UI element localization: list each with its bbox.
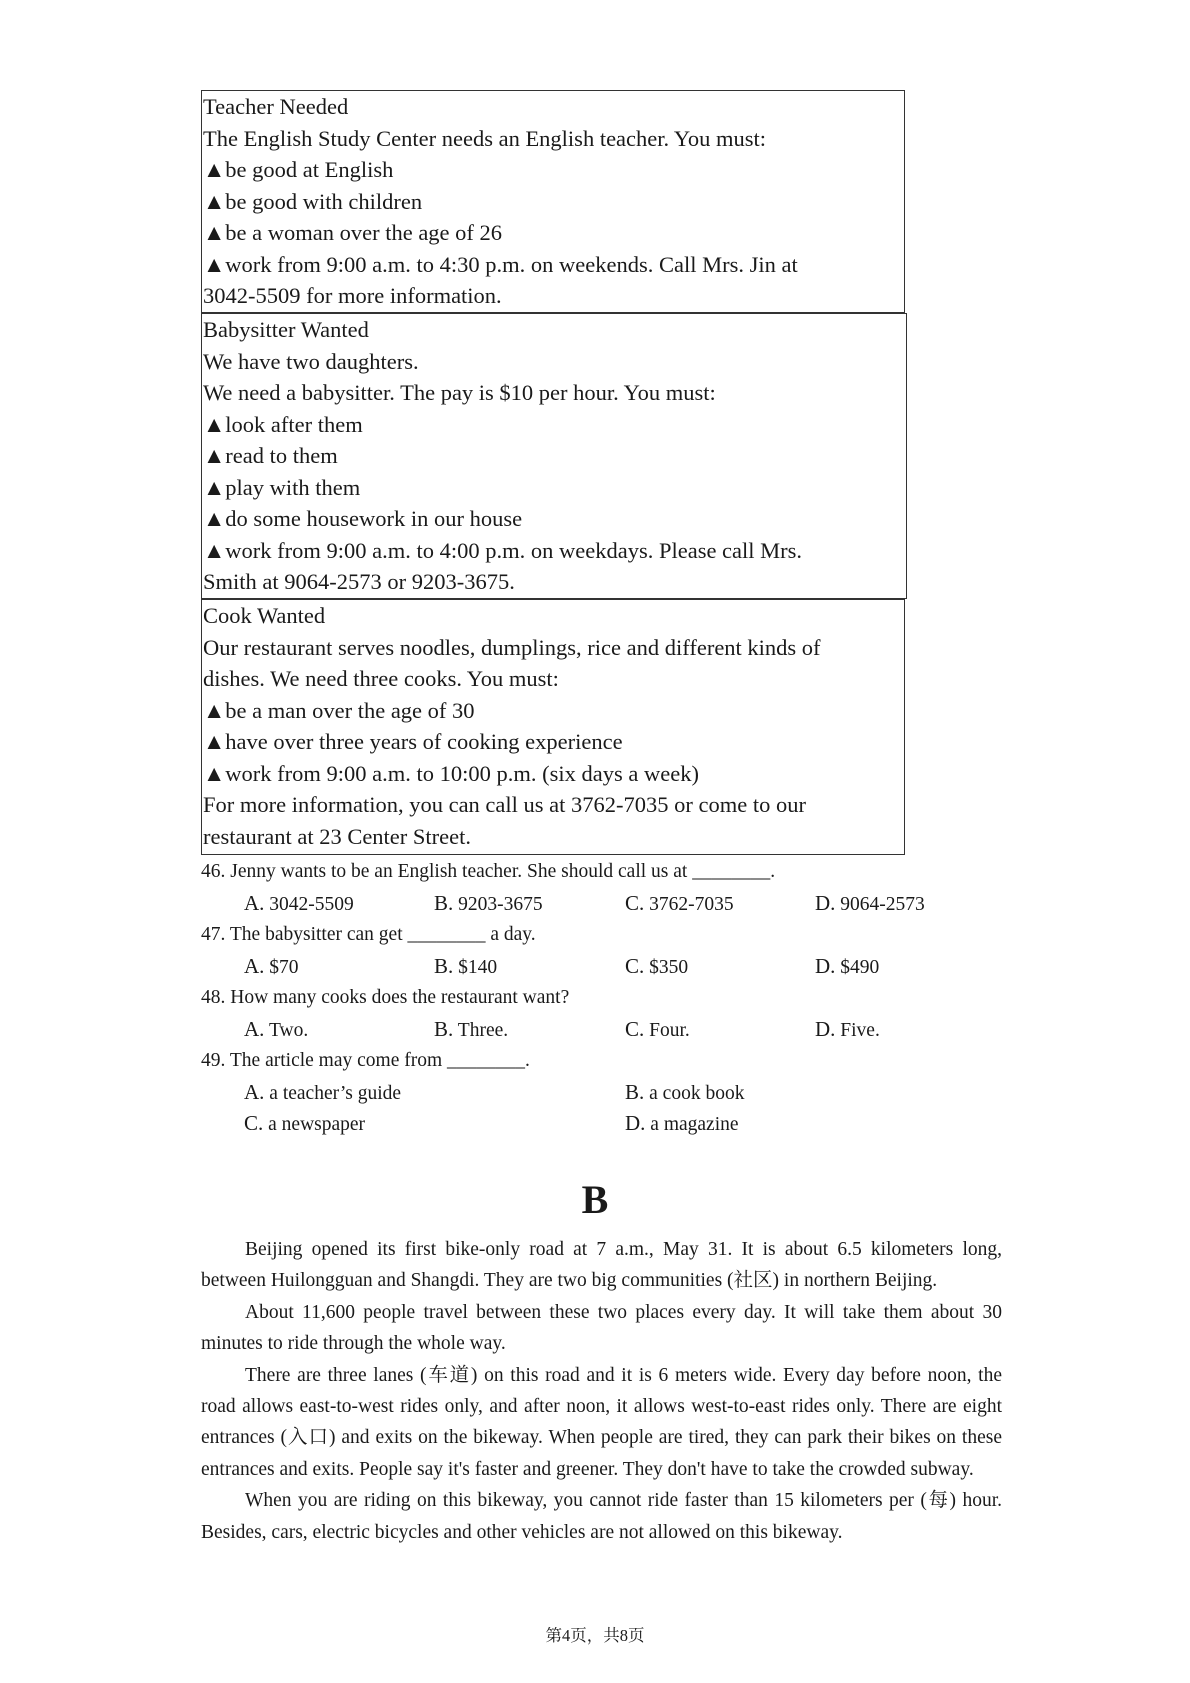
ad-line: ▲look after them: [203, 411, 363, 437]
question-stem: 49. The article may come from ________.: [201, 1050, 530, 1071]
option-a: A. a teacher’s guide: [244, 1079, 402, 1104]
option-d: D. a magazine: [625, 1111, 739, 1135]
option-b: B. Three.: [434, 1016, 509, 1041]
option-a: A. Two.: [244, 1016, 309, 1041]
ad-teacher-needed: [201, 90, 905, 313]
ad-title: Babysitter Wanted: [203, 317, 369, 342]
ad-line: ▲be a man over the age of 30: [203, 697, 475, 723]
ad-title: Cook Wanted: [203, 603, 326, 628]
option-b: B. a cook book: [625, 1079, 745, 1104]
ad-line: We have two daughters.: [203, 348, 419, 374]
ad-line: ▲work from 9:00 a.m. to 10:00 p.m. (six days a week): [203, 760, 699, 786]
ad-line: ▲be good at English: [203, 157, 394, 182]
passage-paragraph: There are three lanes (车道) on this road and it is 6 meters wide. Every day before noon, the road allows east-to-west rides only, and after noon, it allows west-to-east rides only. There are eight entrances (入口) and exits on the bikeway. When people are tired, they can park their bikes on these entrances and exits. People say it's faster and greener. They don't have to take the crowded subway.: [201, 1364, 1002, 1480]
ad-line: ▲have over three years of cooking experience: [203, 729, 623, 754]
ad-line: ▲be a woman over the age of 26: [203, 220, 503, 245]
question-options: [201, 951, 1001, 983]
section-heading: B: [581, 1177, 609, 1222]
passage-paragraph: When you are riding on this bikeway, you cannot ride faster than 15 kilometers per (每) hour. Besides, cars, electric bicycles and other vehicles are not allowed on this bikeway.: [201, 1490, 1002, 1543]
ad-line: ▲do some housework in our house: [203, 506, 523, 531]
ad-line: Our restaurant serves noodles, dumplings, rice and different kinds of: [203, 634, 821, 660]
ad-title: Teacher Needed: [203, 94, 349, 119]
option-b: B. $140: [434, 953, 498, 978]
option-a: A. $70: [244, 953, 299, 978]
page-footer: 第4页，共8页: [545, 1626, 645, 1645]
ad-line: ▲read to them: [203, 443, 338, 468]
ad-line: dishes. We need three cooks. You must:: [203, 666, 559, 691]
passage: [201, 1234, 1002, 1548]
ad-line: For more information, you can call us at 3762-7035 or come to our: [203, 792, 806, 817]
question-stem: 47. The babysitter can get ________ a day.: [201, 924, 536, 945]
option-c: C. Four.: [625, 1016, 690, 1041]
option-c: C. 3762-7035: [625, 890, 734, 915]
ad-line: restaurant at 23 Center Street.: [203, 823, 472, 849]
question-options: [201, 1014, 1001, 1046]
ad-babysitter-wanted: [201, 313, 907, 599]
question-options: [201, 888, 1001, 920]
option-a: A. 3042-5509: [244, 890, 354, 915]
ad-line: ▲work from 9:00 a.m. to 4:30 p.m. on weekends. Call Mrs. Jin at: [203, 251, 798, 277]
ad-line: Smith at 9064-2573 or 9203-3675.: [203, 569, 515, 594]
ad-line: We need a babysitter. The pay is $10 per hour. You must:: [203, 380, 716, 405]
ad-line: ▲work from 9:00 a.m. to 4:00 p.m. on weekdays. Please call Mrs.: [203, 537, 803, 563]
ad-line: ▲be good with children: [203, 188, 423, 214]
option-d: D. 9064-2573: [815, 890, 925, 915]
question-48: [201, 982, 1001, 1045]
option-b: B. 9203-3675: [434, 890, 543, 915]
question-stem: 46. Jenny wants to be an English teacher. She should call us at ________.: [201, 861, 776, 882]
question-47: [201, 919, 1001, 982]
option-d: D. $490: [815, 953, 880, 978]
question-46: [201, 856, 1001, 919]
option-c: C. a newspaper: [244, 1111, 366, 1135]
passage-paragraph: Beijing opened its first bike-only road at 7 a.m., May 31. It is about 6.5 kilometers long, between Huilongguan and Shangdi. They are two big communities (社区) in northern Beijing.: [201, 1239, 1002, 1292]
passage-paragraph: About 11,600 people travel between these two places every day. It will take them about 30 minutes to ride through the whole way.: [201, 1301, 1002, 1355]
option-c: C. $350: [625, 953, 689, 978]
option-d: D. Five.: [815, 1016, 880, 1041]
ad-line: ▲play with them: [203, 474, 361, 500]
ad-cook-wanted: [201, 599, 905, 855]
ad-line: 3042-5509 for more information.: [203, 283, 502, 308]
question-49: [201, 1045, 1001, 1140]
question-options: [201, 1077, 1001, 1109]
question-options: [201, 1108, 1001, 1140]
question-stem: 48. How many cooks does the restaurant want?: [201, 987, 570, 1008]
ad-line: The English Study Center needs an English teacher. You must:: [203, 125, 767, 151]
